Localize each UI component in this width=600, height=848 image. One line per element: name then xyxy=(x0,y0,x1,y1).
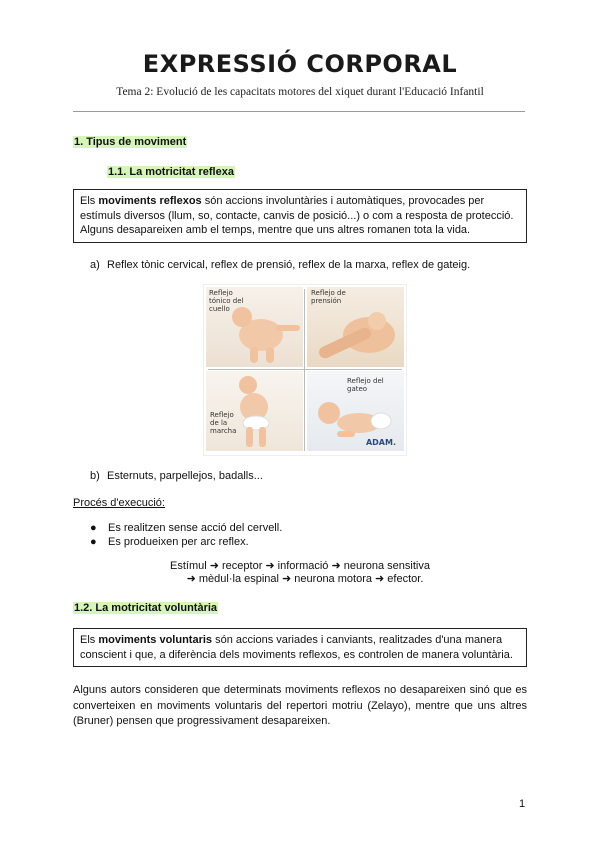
definition-line-1 xyxy=(80,194,520,209)
definition-line-2: estímuls diversos (llum, so, contacte, canvis de posició...) o com a resposta de protecció. xyxy=(80,209,514,222)
section-heading-1-text: 1. Tipus de moviment xyxy=(74,136,187,148)
bullet-dot-icon: ● xyxy=(90,536,97,548)
section-heading-1-2 xyxy=(73,598,218,616)
figure-panel-stepping xyxy=(206,371,303,451)
definition-rest: són accions involuntàries i automàtiques, provocades per xyxy=(201,195,485,207)
header-divider xyxy=(73,111,525,112)
definition-term: moviments reflexos xyxy=(98,195,202,207)
document-subtitle: Tema 2: Evolució de les capacitats motores del xiquet durant l'Educació Infantil xyxy=(116,86,484,98)
figure-label-crawl: Reflejo del gateo xyxy=(347,377,384,393)
bullet-item xyxy=(90,521,282,535)
section-heading-1-1-text: 1.1. La motricitat reflexa xyxy=(108,166,234,178)
adam-logo: ADAM. xyxy=(365,438,396,447)
figure-panel-tonic-neck xyxy=(206,287,303,367)
list-item-b xyxy=(90,469,263,483)
definition-line-2: conscient i que, a diferència dels moviments reflexos, es controlen de manera voluntària. xyxy=(80,648,513,661)
definition-line-3: Alguns desapareixen amb el temps, mentre que uns altres romanen tota la vida. xyxy=(80,224,471,236)
process-chain-line-2: ➜ mèdul·la espinal ➜ neurona motora ➜ efector. xyxy=(186,573,424,585)
bullet-text: Es produeixen per arc reflex. xyxy=(108,536,249,548)
page-number: 1 xyxy=(519,798,526,810)
figure-vertical-divider xyxy=(304,289,305,451)
list-item-a xyxy=(90,258,470,272)
figure-panel-grasp xyxy=(307,287,404,367)
definition-rest: són accions variades i canviants, realitzades d'una manera xyxy=(212,634,503,646)
definition-line-1 xyxy=(80,633,520,648)
figure-panel-crawl xyxy=(307,371,404,451)
definition-prefix: Els xyxy=(80,195,99,207)
reflex-figure xyxy=(203,284,407,456)
document-title: EXPRESSIÓ CORPORAL xyxy=(142,50,458,78)
section-heading-1-1 xyxy=(107,162,235,180)
definition-box-voluntaris xyxy=(73,628,527,667)
figure-label-tonic-neck: Reflejo tónico del cuello xyxy=(209,289,244,313)
list-text-b: Esternuts, parpellejos, badalls... xyxy=(107,470,263,482)
bullet-text: Es realitzen sense acció del cervell. xyxy=(108,522,283,534)
list-marker-a: a) xyxy=(90,259,100,271)
definition-term: moviments voluntaris xyxy=(98,634,213,646)
definition-box-reflexos xyxy=(73,189,527,243)
body-paragraph: Alguns autors consideren que determinats moviments reflexos no desapareixen sinó que es converteixen en moviments voluntaris del repertori motriu (Zelayo), mentre que uns altres (Bruner) pensen que progressivament desapareixen. xyxy=(73,684,527,727)
section-heading-1 xyxy=(73,132,187,150)
section-heading-1-2-text: 1.2. La motricitat voluntària xyxy=(74,602,218,614)
definition-prefix: Els xyxy=(80,634,99,646)
process-title: Procés d'execució: xyxy=(73,497,165,509)
bullet-dot-icon: ● xyxy=(90,522,97,534)
figure-label-stepping: Reflejo de la marcha xyxy=(210,411,237,435)
process-chain-line-1: Estímul ➜ receptor ➜ informació ➜ neurona sensitiva xyxy=(170,560,430,572)
figure-horizontal-divider xyxy=(208,369,402,370)
bullet-item xyxy=(90,535,249,549)
figure-label-grasp: Reflejo de prensión xyxy=(311,289,346,305)
list-marker-b: b) xyxy=(90,470,100,482)
list-text-a: Reflex tònic cervical, reflex de prensió, reflex de la marxa, reflex de gateig. xyxy=(107,259,471,271)
